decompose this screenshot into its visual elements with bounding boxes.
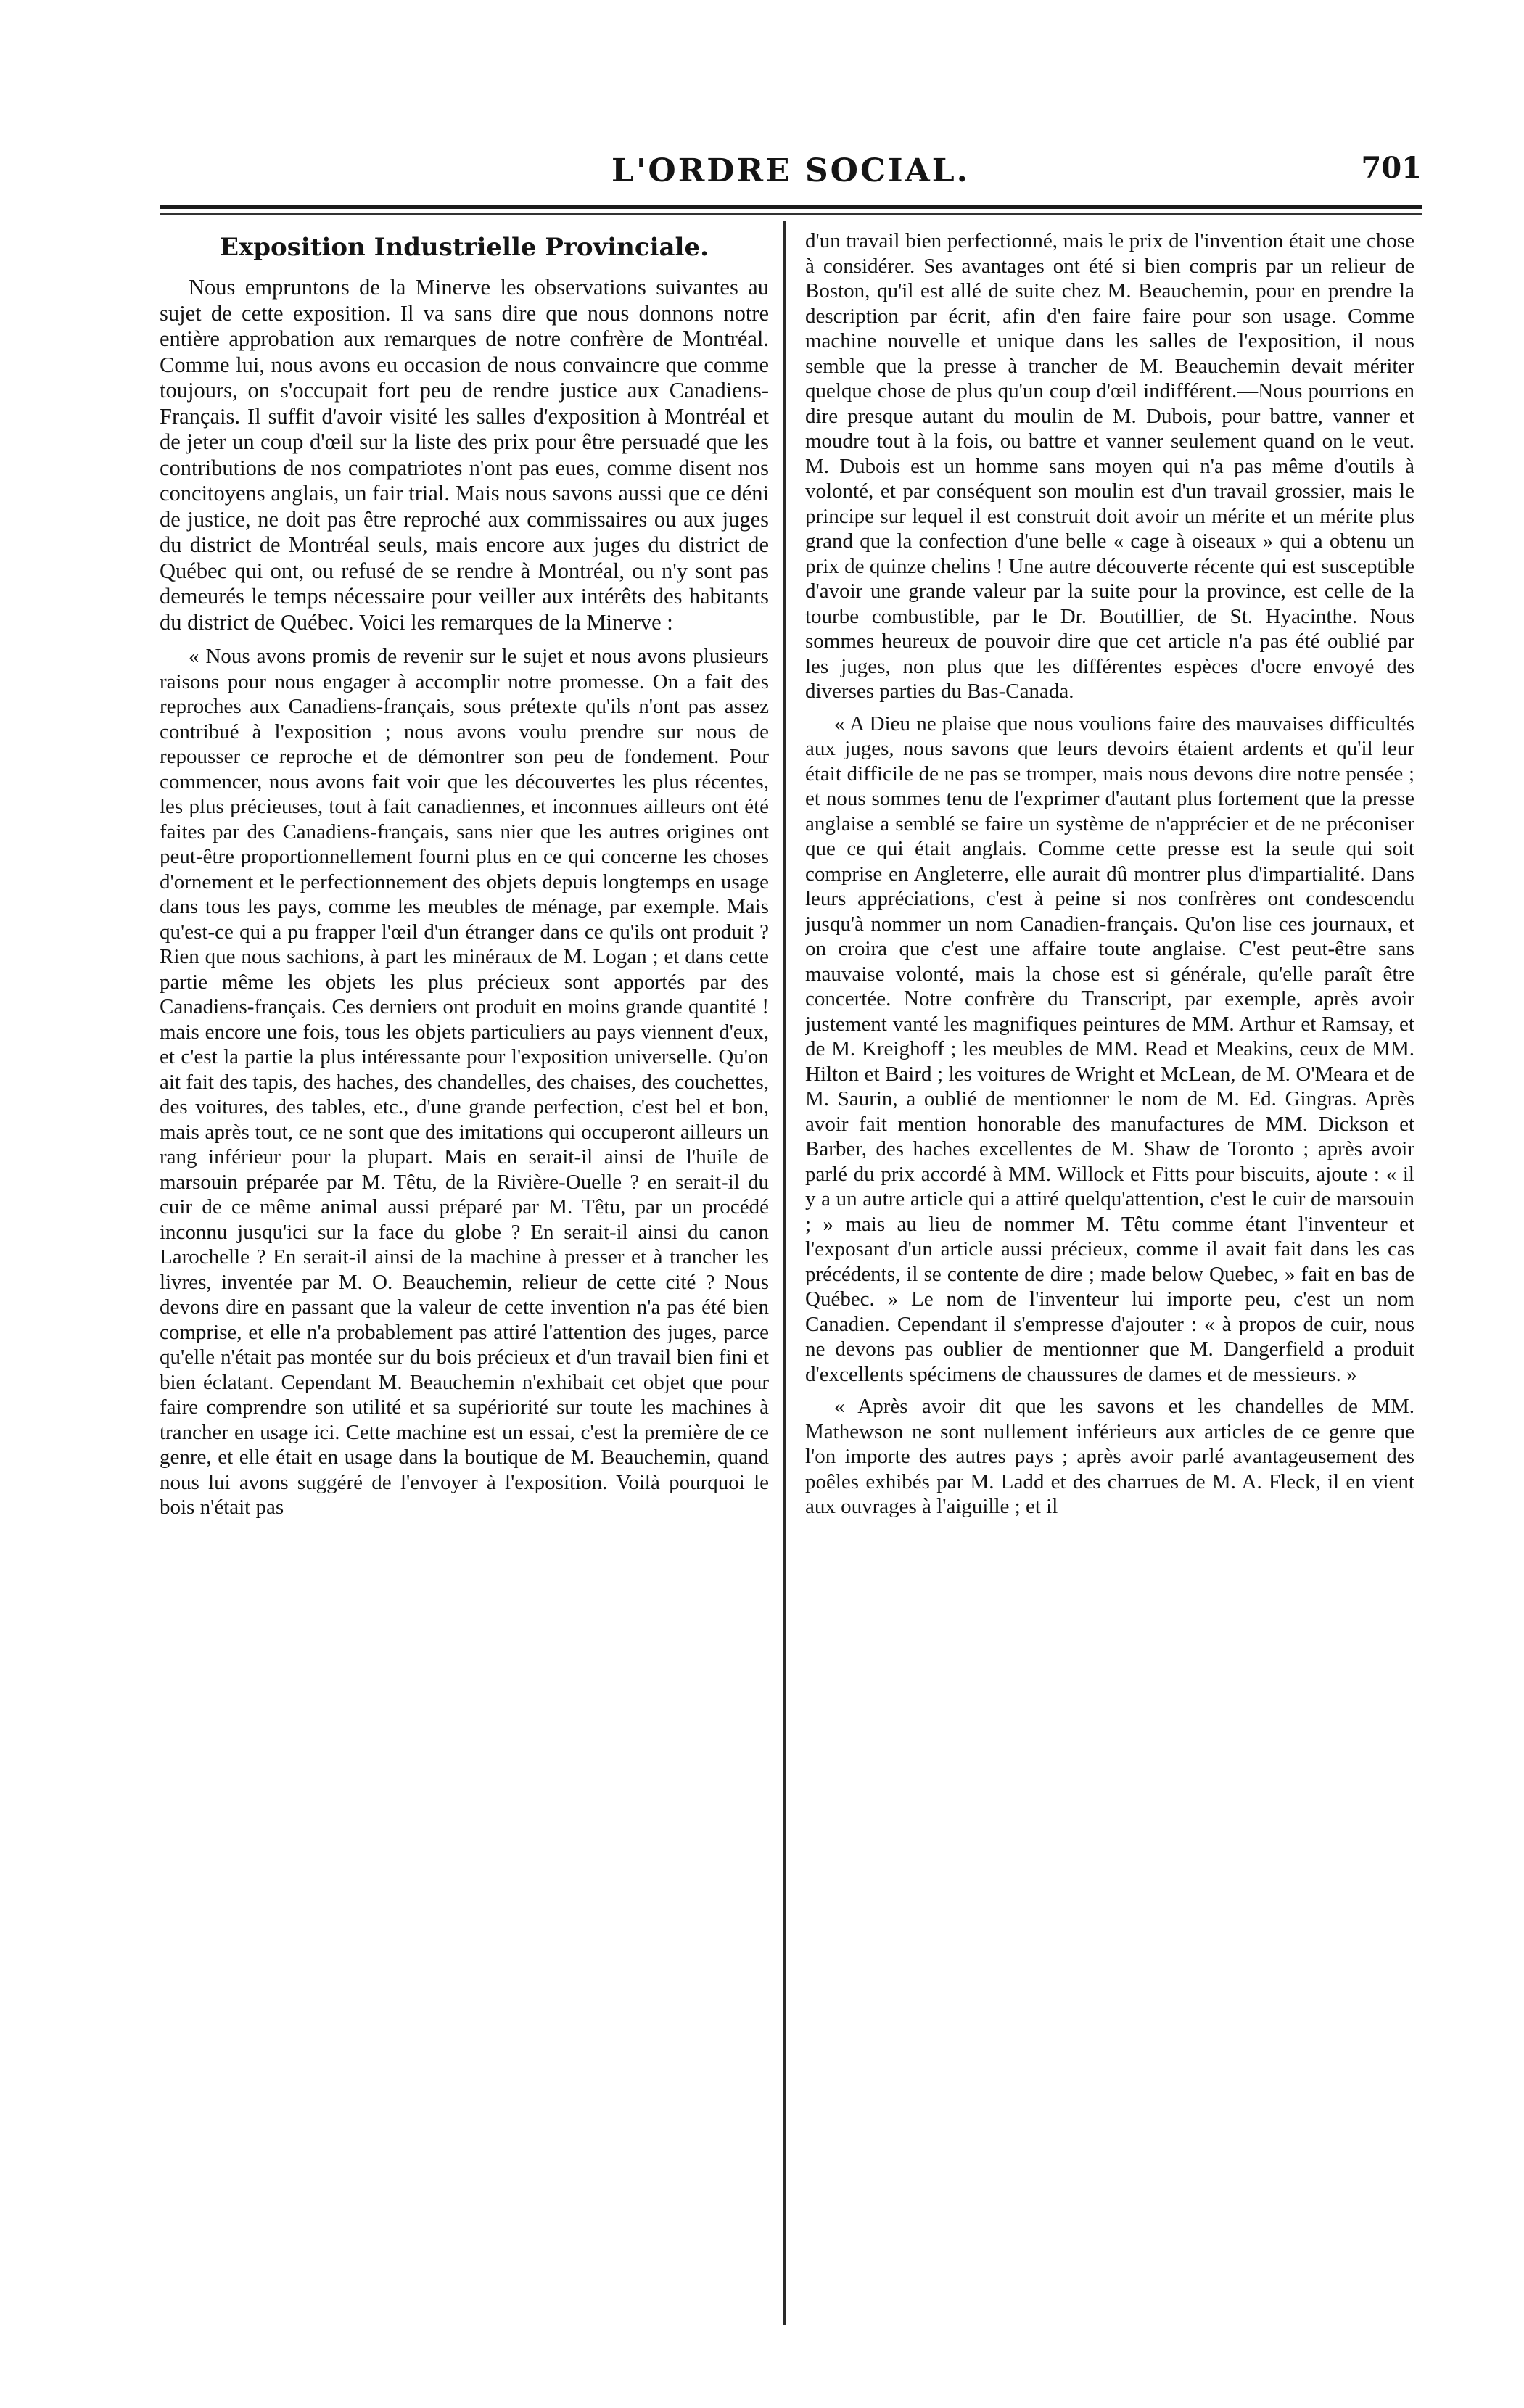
column-divider xyxy=(783,221,786,2325)
quoted-paragraph: « Après avoir dit que les savons et les chandelles de MM. Mathewson ne sont nullement inférieurs aux articles de ce genre que l'on importe des autres pays ; après avoir parlé avantageusement des poêles exhibés par M. Ladd et des charrues de M. A. Fleck, il en vient aux ouvrages à l'aiguille ; et il xyxy=(805,1395,1414,1518)
page-header xyxy=(160,145,1422,196)
intro-paragraph: Nous empruntons de la Minerve les observations suivantes au sujet de cette exposition. Il va sans dire que nous donnons notre entière approbation aux remarques de notre confrère de Montréal. Comme lui, nous avons eu occasion de nous convaincre que comme toujours, on s'occupait fort peu de rendre justice aux Canadiens-Français. Il suffit d'avoir visité les salles d'exposition à Montréal et de jeter un coup d'œil sur la liste des prix pour être persuadé que les contributions de nos compatriotes n'ont pas eues, comme disent nos concitoyens anglais, un fair trial. Mais nous savons aussi que ce déni de justice, ne doit pas être reproché aux commissaires ou aux juges du district de Montréal seuls, mais encore aux juges du district de Québec qui ont, ou refusé de se rendre à Montréal, ou n'y sont pas demeurés le temps nécessaire pour veiller aux intérêts des habitants du district de Québec. Voici les remarques de la Minerve : xyxy=(160,275,769,635)
right-column xyxy=(805,221,1414,2339)
running-title: L'ORDRE SOCIAL. xyxy=(611,152,970,189)
article-title: Exposition Industrielle Provinciale. xyxy=(220,233,709,262)
page-number: 701 xyxy=(1361,151,1422,185)
left-column xyxy=(160,221,769,2339)
quoted-paragraph: « A Dieu ne plaise que nous voulions faire des mauvaises difficultés aux juges, nous savons que leurs devoirs étaient ardents et qu'il leur était difficile de ne pas se tromper, mais nous devons dire notre pensée ; et nous sommes tenu de l'exprimer d'autant plus fortement que la presse anglaise a semblé se faire un système de n'apprécier et de ne préconiser que ce qui était anglais. Comme cette presse est la seule qui soit comprise en Angleterre, elle aurait dû montrer plus d'impartialité. Dans leurs appréciations, c'est à peine si nos confrères ont condescendu jusqu'à nommer un nom Canadien-français. Qu'on lise ces journaux, et on croira que c'est une affaire toute anglaise. C'est peut-être sans mauvaise volonté, mais la chose est si générale, qu'elle paraît être concertée. Notre confrère du Transcript, par exemple, après avoir justement vanté les magnifiques peintures de MM. Arthur et Ramsay, et de M. Kreighoff ; les meubles de MM. Read et Meakins, ceux de MM. Hilton et Baird ; les voitures de Wright et McLean, de M. O'Meara et de M. Saurin, a oublié de mentionner le nom de M. Ed. Gingras. Après avoir fait mention honorable des manufactures de MM. Dickson et Barber, des haches excellentes de M. Shaw de Toronto ; après avoir parlé du prix accordé à MM. Willock et Fitts pour biscuits, ajoute : « il y a un autre article qui a attiré quelqu'attention, c'est le cuir de marsouin ; » mais au lieu de nommer M. Têtu comme étant l'inventeur et l'exposant d'un article aussi précieux, comme il avait fait dans les cas précédents, il se contente de dire ; made below Quebec, » fait en bas de Québec. » Le nom de l'inventeur lui importe peu, c'est un nom Canadien. Cependant il s'empresse d'ajouter : « à propos de cuir, nous ne devons pas oublier de mentionner que M. Dangerfield a produit d'excellents spécimens de chaussures de dames et de messieurs. » xyxy=(805,712,1414,1386)
header-rule-thick xyxy=(160,205,1422,209)
continued-paragraph: d'un travail bien perfectionné, mais le prix de l'invention était une chose à considérer. Ses avantages ont été si bien compris par un relieur de Boston, qu'il est allé de suite chez M. Beauchemin, pour en prendre la description par écrit, afin d'en faire faire pour son usage. Comme machine nouvelle et unique dans les salles de l'exposition, il nous semble que la presse à trancher de M. Beauchemin devait mériter quelque chose de plus qu'un coup d'œil indifférent.—Nous pourrions en dire presque autant du moulin de M. Dubois, pour battre, vanner et moudre tout à la fois, ou battre et vanner seulement quand on le veut. M. Dubois est un homme sans moyen qui n'a pas même d'outils à volonté, et par conséquent son moulin est d'un travail grossier, mais le principe sur lequel il est construit doit avoir un mérite et un mérite plus grand que la confection d'une belle « cage à oiseaux » qui a obtenu un prix de quinze chelins ! Une autre découverte récente qui est susceptible d'avoir une grande valeur par la suite pour la province, est celle de la tourbe combustible, par le Dr. Boutillier, de St. Hyacinthe. Nous sommes heureux de pouvoir dire que cet article n'a pas été oublié par les juges, non plus que les différentes espèces d'ocre envoyé des diverses parties du Bas-Canada. xyxy=(805,229,1414,703)
header-rule-thin xyxy=(160,213,1422,215)
quoted-paragraph: « Nous avons promis de revenir sur le sujet et nous avons plusieurs raisons pour nous engager à accomplir notre promesse. On a fait des reproches aux Canadiens-français, sous prétexte qu'ils n'ont pas assez contribué à l'exposition ; nous avons voulu prendre sur nous de repousser ce reproche et de démontrer son peu de fondement. Pour commencer, nous avons fait voir que les découvertes les plus récentes, les plus précieuses, tout à fait canadiennes, et inconnues ailleurs ont été faites par des Canadiens-français, sans nier que les autres origines ont peut-être proportionnellement fourni plus en ce qui concerne les choses d'ornement et le perfectionnement des objets depuis longtemps en usage dans tous les pays, comme les meubles de ménage, par exemple. Mais qu'est-ce qui a pu frapper l'œil d'un étranger dans ce qu'ils ont produit ? Rien que nous sachions, à part les minéraux de M. Logan ; et dans cette partie même les objets les plus précieux sont apportés par des Canadiens-français. Ces derniers ont produit en moins grande quantité ! mais encore une fois, tous les objets particuliers au pays viennent d'eux, et c'est la partie la plus intéressante pour l'exposition universelle. Qu'on ait fait des tapis, des haches, des chandelles, des chaises, des couchettes, des voitures, des tables, etc., d'une grande perfection, c'est bel et bon, mais après tout, ce ne sont que des imitations qui occuperont ailleurs un rang inférieur pour la plupart. Mais en serait-il ainsi de l'huile de marsouin préparée par M. Têtu, de la Rivière-Ouelle ? en serait-il du cuir de ce même animal aussi préparé par M. Têtu, par un procédé inconnu jusqu'ici sur la face du globe ? En serait-il ainsi du canon Larochelle ? En serait-il ainsi de la machine à presser et à trancher les livres, inventée par M. O. Beauchemin, relieur de cette cité ? Nous devons dire en passant que la valeur de cette invention n'a pas été bien comprise, et elle n'a probablement pas attiré l'attention des juges, parce qu'elle n'était pas montée sur du bois précieux et d'un travail bien fini et bien éclatant. Cependant M. Beauchemin n'exhibait cet objet que pour faire comprendre son utilité et sa supériorité sur toute les machines à trancher en usage ici. Cette machine est un essai, c'est la première de ce genre, et elle était en usage dans la boutique de M. Beauchemin, quand nous lui avons suggéré de l'envoyer à l'exposition. Voilà pourquoi le bois n'était pas xyxy=(160,645,769,1519)
